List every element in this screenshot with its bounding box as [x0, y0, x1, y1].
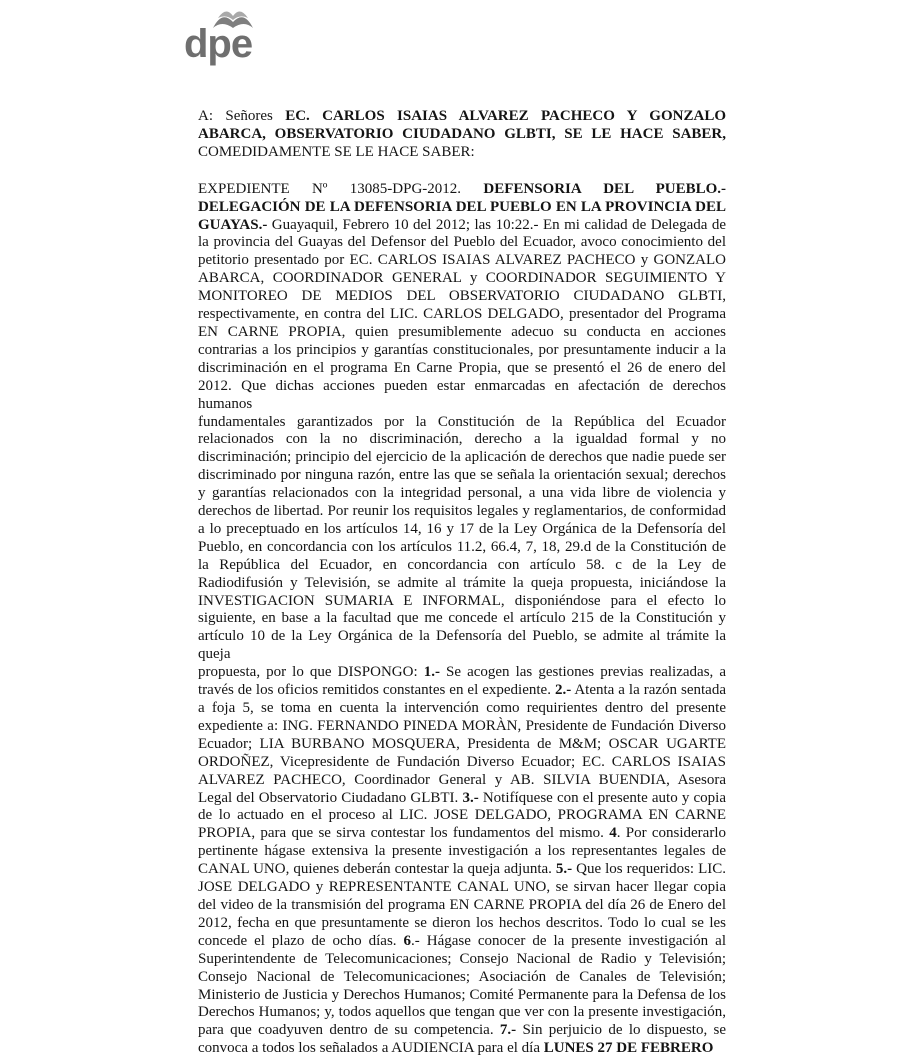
- text-run: para que coadyuven dentro de su competencia.: [198, 1022, 500, 1039]
- text-run: y garantías relacionados con la integridad personal, a una vida libre de violencia y: [198, 485, 726, 502]
- bold-text: DELEGACIÓN DE LA DEFENSORIA DEL PUEBLO EN LA PROVINCIA DEL: [198, 198, 726, 215]
- body-line: [198, 987, 726, 1005]
- bold-text: 7.-: [499, 1022, 517, 1039]
- text-run: EXPEDIENTE Nº 13085-DPG-2012.: [198, 180, 484, 197]
- body-line: [198, 610, 726, 628]
- body-line: [198, 754, 726, 772]
- text-run: contrarias a los principios y garantías constitucionales, por presuntamente inducir a la: [198, 341, 726, 358]
- bold-text: ABARCA, OBSERVATORIO CIUDADANO GLBTI, SE LE HACE SABER,: [198, 125, 726, 142]
- text-run: través de los oficios remitidos constantes en el expediente.: [198, 682, 555, 699]
- text-run: Ministerio de Justicia y Derechos Humanos; Comité Permanente para la Defensa de los: [198, 986, 726, 1003]
- body-line: [198, 181, 726, 199]
- body-line: [198, 897, 726, 915]
- text-run: expediente a: ING. FERNANDO PINEDA MORÀN, Presidente de Fundación Diverso: [198, 717, 726, 734]
- text-run: Radiodifusión y Televisión, se admite al trámite la queja propuesta, iniciándose la: [198, 574, 726, 591]
- text-run: la provincia del Guayas del Defensor del Pueblo del Ecuador, avoco conocimiento del: [198, 234, 726, 251]
- body-line: [198, 378, 726, 414]
- body-line: [198, 360, 726, 378]
- body-line: [198, 431, 726, 449]
- text-run: Ecuador; LIA BURBANO MOSQUERA, Presidenta de M&M; OSCAR UGARTE: [198, 735, 726, 752]
- text-run: Consejo Nacional de Telecomunicaciones; Asociación de Canales de Televisión;: [198, 968, 726, 985]
- address-line: [198, 108, 726, 126]
- body-line: [198, 270, 726, 288]
- text-run: discriminación en el programa En Carne Propia, que se presentó el 26 de enero del: [198, 359, 726, 376]
- address-line: [198, 126, 726, 144]
- body-line: [198, 682, 726, 700]
- body-line: [198, 861, 726, 879]
- body-line: [198, 1022, 726, 1040]
- body-line: [198, 825, 726, 843]
- body-line: [198, 414, 726, 432]
- bold-text: LUNES 27 DE FEBRERO: [543, 1040, 714, 1057]
- text-run: Se acogen las gestiones previas realizadas, a: [439, 664, 727, 681]
- body-line: [198, 736, 726, 754]
- body-line: [198, 628, 726, 664]
- body-line: [198, 199, 726, 217]
- text-run: Notifíquese con el presente auto y copia: [478, 789, 726, 806]
- paragraph-gap: [198, 162, 726, 181]
- body-line: [198, 217, 726, 235]
- bold-text: DEFENSORIA DEL PUEBLO.-: [483, 180, 726, 197]
- text-run: INVESTIGACION SUMARIA E INFORMAL, disponiéndose para el efecto lo: [198, 592, 726, 609]
- text-run: 2012, fecha en que presuntamente se dieron los hechos descritos. Todo lo cual se les: [198, 914, 726, 931]
- text-run: Sin perjuicio de lo dispuesto, se: [516, 1022, 726, 1039]
- text-run: CANAL UNO, quienes deberán contestar la queja adjunta.: [198, 861, 556, 878]
- text-run: discriminado por ninguna razón, entre las que se señala la orientación sexual; derechos: [198, 467, 726, 484]
- address-line: [198, 144, 726, 162]
- text-run: PROPIA, para que se sirva contestar los fundamentos del mismo.: [198, 825, 610, 842]
- body-line: [198, 306, 726, 324]
- text-run: Superintendente de Telecomunicaciones; Consejo Nacional de Radio y Televisión;: [198, 950, 726, 967]
- text-run: a lo preceptuado en los artículos 14, 16 y 17 de la Ley Orgánica de la Defensoría del: [198, 520, 726, 537]
- text-run: ABARCA, COORDINADOR GENERAL y COORDINADOR SEGUIMIENTO Y: [198, 270, 726, 287]
- text-run: Legal del Observatorio Ciudadano GLBTI.: [198, 789, 463, 806]
- body-line: [198, 467, 726, 485]
- bold-text: 2.-: [554, 682, 572, 699]
- text-run: respectivamente, en contra del LIC. CARLOS DELGADO, presentador del Programa: [198, 306, 726, 323]
- text-run: pertinente hágase extensiva la presente investigación a los representantes legales de: [198, 843, 726, 860]
- body-line: [198, 718, 726, 736]
- body-line: [198, 969, 726, 987]
- text-run: derechos de libertad. Por reunir los requisitos legales y reglamentarios, de conformidad: [198, 503, 726, 520]
- address-paragraph: [198, 108, 726, 162]
- text-run: . Por considerarlo: [616, 825, 726, 842]
- body-line: [198, 324, 726, 342]
- text-run: Guayaquil, Febrero 10 del 2012; las 10:22.- En mi calidad de Delegada de: [267, 216, 726, 233]
- bold-text: EC. CARLOS ISAIAS ALVAREZ PACHECO Y GONZALO: [285, 108, 726, 124]
- text-run: convoca a todos los señalados a AUDIENCIA para el día: [198, 1040, 544, 1057]
- body-line: [198, 664, 726, 682]
- bold-text: GUAYAS.-: [198, 216, 268, 233]
- dpe-logo: [180, 8, 290, 66]
- bold-text: 1.-: [423, 664, 440, 681]
- text-run: la República del Ecuador, en concordancia con artículo 58. c de la Ley de: [198, 556, 726, 573]
- body-line: [198, 252, 726, 270]
- text-run: Que los requeridos: LIC.: [572, 861, 726, 878]
- text-run: concede el plazo de ocho días.: [198, 932, 404, 949]
- body-line: [198, 807, 726, 825]
- body-line: [198, 933, 726, 951]
- document-body: [198, 108, 726, 1058]
- body-line: [198, 342, 726, 360]
- body-line: [198, 557, 726, 575]
- text-run: ALVAREZ PACHECO, Coordinador General y AB. SILVIA BUENDIA, Asesora: [198, 771, 726, 788]
- text-run: MONITOREO DE MEDIOS DEL OBSERVATORIO CIUDADANO GLBTI,: [198, 288, 726, 305]
- text-run: a foja 5, se toma en cuenta la intervención como requirientes dentro del presente: [198, 700, 726, 716]
- body-line: [198, 1004, 726, 1022]
- bold-text: 6: [403, 932, 412, 949]
- body-line: [198, 539, 726, 557]
- body-line: [198, 951, 726, 969]
- body-line: [198, 700, 726, 718]
- text-run: artículo 10 de la Ley Orgánica de la Defensoría del Pueblo, se admite al trámite la queja: [198, 628, 726, 663]
- text-run: 2012. Que dichas acciones pueden estar enmarcadas en afectación de derechos humanos: [198, 377, 726, 412]
- text-run: ORDOÑEZ, Vicepresidente de Fundación Diverso Ecuador; EC. CARLOS ISAIAS: [198, 753, 726, 770]
- body-line: [198, 593, 726, 611]
- text-run: Derechos Humanos; y, todos aquellos que tengan que ver con la presente investigación,: [198, 1004, 726, 1021]
- text-run: Atenta a la razón sentada: [571, 682, 726, 699]
- text-run: siguiente, en base a la facultad que me concede el artículo 215 de la Constitución y: [198, 610, 726, 627]
- text-run: Pueblo, en concordancia con los artículos 11.2, 66.4, 7, 18, 29.d de la Constitución de: [198, 538, 726, 555]
- text-run: relacionados con la no discriminación, derecho a la igualdad formal y no: [198, 431, 726, 448]
- body-line: [198, 915, 726, 933]
- body-line: [198, 843, 726, 861]
- body-line: [198, 449, 726, 467]
- resolution-paragraph: [198, 181, 726, 1058]
- text-run: de lo actuado en el proceso al LIC. JOSE DELGADO, PROGRAMA EN CARNE: [198, 807, 726, 824]
- text-run: EN CARNE PROPIA, quien presumiblemente adecuo su conducta en acciones: [198, 323, 726, 340]
- body-line: [198, 879, 726, 897]
- body-line: [198, 521, 726, 539]
- text-run: discriminación; principio del ejercicio de la aplicación de derechos que nadie puede ser: [198, 449, 726, 466]
- bold-text: 4: [609, 825, 617, 842]
- body-line: [198, 503, 726, 521]
- bold-text: 5.-: [555, 861, 573, 878]
- text-run: fundamentales garantizados por la Constitución de la República del Ecuador: [198, 413, 726, 430]
- text-run: del video de la transmisión del programa EN CARNE PROPIA del día 26 de Enero del: [198, 896, 726, 913]
- body-line: [198, 575, 726, 593]
- body-line: [198, 1040, 726, 1058]
- body-line: [198, 485, 726, 503]
- body-line: [198, 234, 726, 252]
- body-line: [198, 772, 726, 790]
- bold-text: 3.-: [462, 789, 479, 806]
- text-run: propuesta, por lo que DISPONGO:: [198, 664, 424, 681]
- text-run: petitorio presentado por EC. CARLOS ISAIAS ALVAREZ PACHECO y GONZALO: [198, 252, 726, 269]
- text-run: .- Hágase conocer de la presente investigación al: [411, 932, 726, 949]
- text-run: JOSE DELGADO y REPRESENTANTE CANAL UNO, se sirvan hacer llegar copia: [198, 879, 726, 896]
- body-line: [198, 790, 726, 808]
- text-run: A: Señores: [198, 108, 286, 124]
- text-run: COMEDIDAMENTE SE LE HACE SABER:: [198, 143, 475, 160]
- body-line: [198, 288, 726, 306]
- logo-text: dpe: [184, 22, 253, 66]
